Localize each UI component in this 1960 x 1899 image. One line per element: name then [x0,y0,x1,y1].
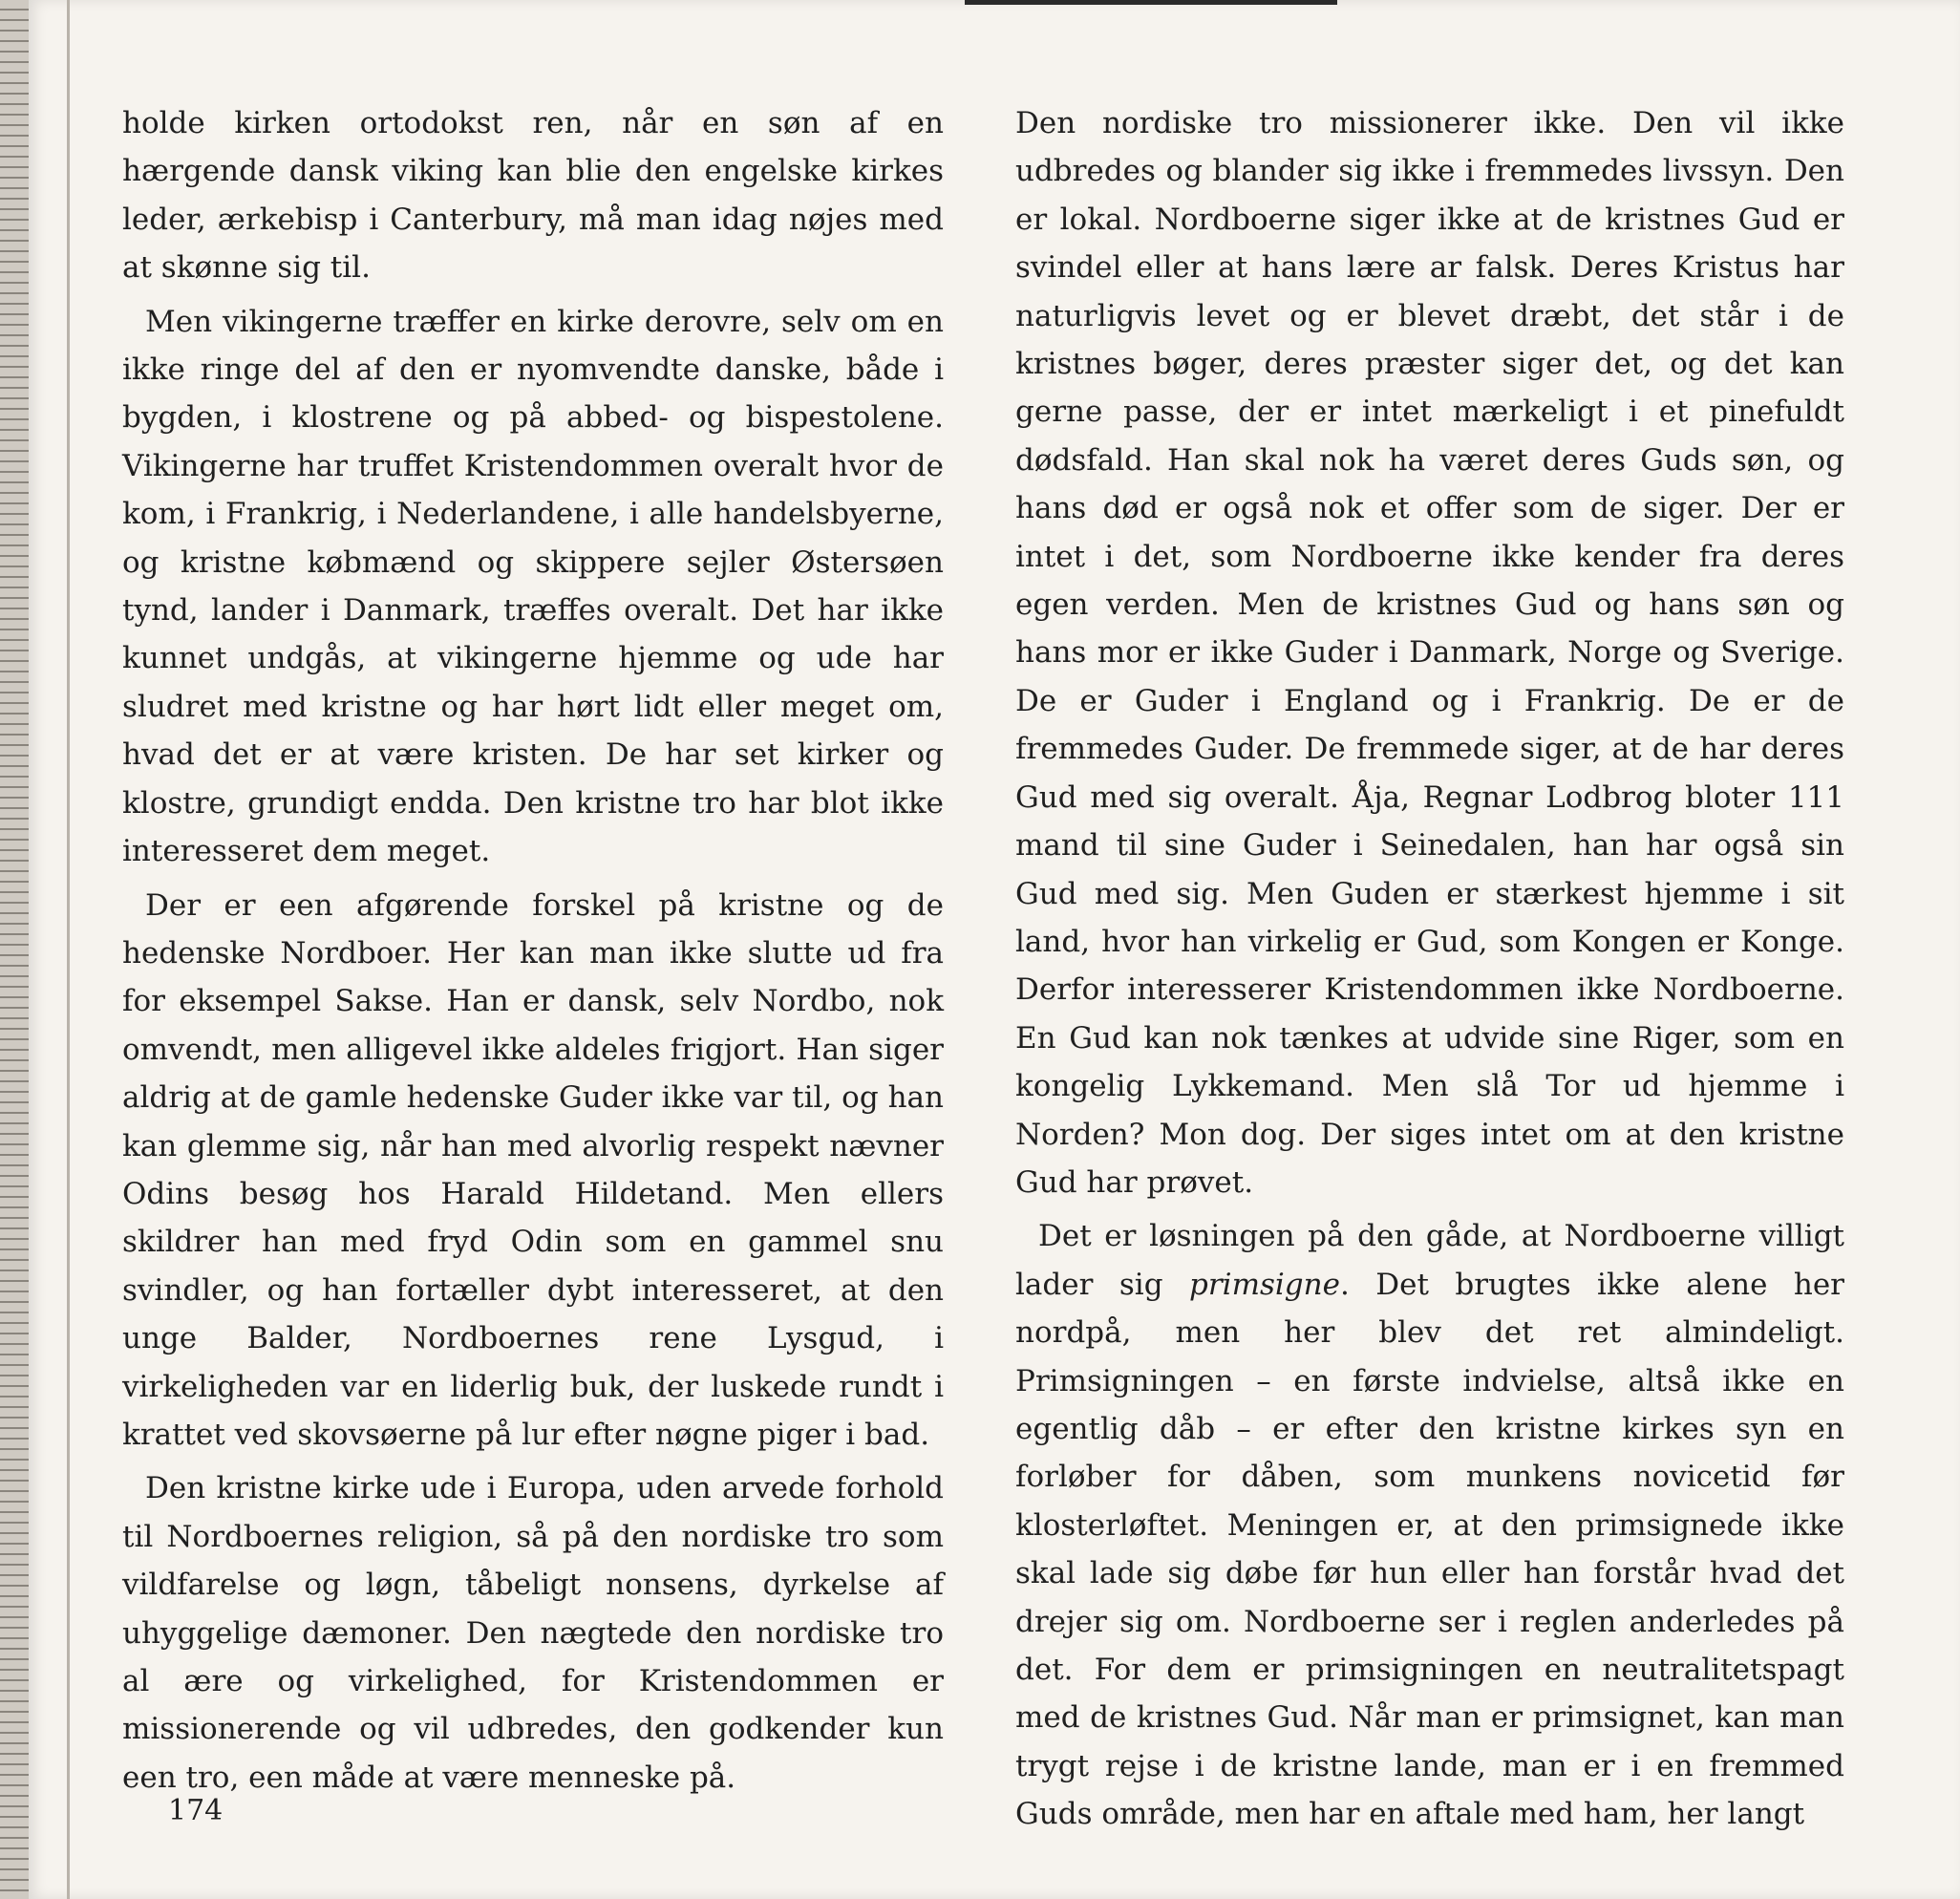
page-top-edge [965,0,1337,5]
book-binding [0,0,29,1899]
page-number: 174 [168,1794,224,1827]
book-page [29,0,1960,1899]
paragraph: Den kristne kirke ude i Europa, uden arvede forhold til Nordboernes religion, så på den nordiske tro som vildfarelse og løgn, tåbeligt nonsens, dyrkelse af uhyggelige dæmoner. Den nægtede den nordiske tro al ære og virkelighed, for Kristendommen er missionerende og vil udbredes, den godkender kun een tro, een måde at være menneske på. [122,1471,944,1795]
right-text-column [1015,99,1844,1845]
paragraph: Den nordiske tro missionerer ikke. Den vil ikke udbredes og blander sig ikke i fremmedes livssyn. Den er lokal. Nordboerne siger ikke at de kristnes Gud er svindel eller at hans lære ar falsk. Deres Kristus har naturligvis levet og er blevet dræbt, det står i de kristnes bøger, deres præster siger det, og det kan gerne passe, der er intet mærkeligt i et pinefuldt dødsfald. Han skal nok ha været deres Guds søn, og hans død er også nok et offer som de siger. Der er intet i det, som Nordboerne ikke kender fra deres egen verden. Men de kristnes Gud og hans søn og hans mor er ikke Guder i Danmark, Norge og Sverige. De er Guder i England og i Frankrig. De er de fremmedes Guder. De fremmede siger, at de har deres Gud med sig overalt. Åja, Regnar Lodbrog bloter 111 mand til sine Guder i Seinedalen, han har også sin Gud med sig. Men Guden er stærkest hjemme i sit land, hvor han virkelig er Gud, som Kongen er Konge. Derfor interesserer Kristendommen ikke Nordboerne. En Gud kan nok tænkes at udvide sine Riger, som en kongelig Lykkemand. Men slå Tor ud hjemme i Norden? Mon dog. Der siges intet om at den kristne Gud har prøvet. [1015,106,1844,1200]
paragraph [1015,1212,1844,1838]
paragraph: Der er een afgørende forskel på kristne og de hedenske Nordboer. Her kan man ikke slutte ud fra for eksempel Sakse. Han er dansk, selv Nordbo, nok omvendt, men alligevel ikke aldeles frigjort. Han siger aldrig at de gamle hedenske Guder ikke var til, og han kan glemme sig, når han med alvorlig respekt nævner Odins besøg hos Harald Hildetand. Men ellers skildrer han med fryd Odin som en gammel snu svindler, og han fortæller dybt interesseret, at den unge Balder, Nordboernes rene Lysgud, i virkeligheden var en liderlig buk, der luskede rundt i krattet ved skovsøerne på lur efter nøgne piger i bad. [122,887,944,1452]
paragraph-text: . Det brugtes ikke alene her nordpå, men her blev det ret almindeligt. Primsigningen – en første indvielse, altså ikke en egentlig dåb – er efter den kristne kirkes syn en forløber for dåben, som munkens novicetid før klosterløftet. Meningen er, at den primsignede ikke skal lade sig døbe før hun eller han forstår hvad det drejer sig om. Nordboerne ser i reglen anderledes på det. For dem er primsigningen en neutralitetspagt med de kristnes Gud. Når man er primsignet, kan man trygt rejse i de kristne lande, man er i en fremmed Guds område, men har en aftale med ham, her langt [1015,1267,1845,1832]
gutter-line [67,0,70,1899]
paragraph: holde kirken ortodokst ren, når en søn af en hærgende dansk viking kan blie den engelske kirkes leder, ærkebisp i Canterbury, må man idag nøjes med at skønne sig til. [122,106,944,286]
left-text-column [122,99,944,1807]
paragraph-text: Det er løsningen på den gåde, at Nordboerne villigt lader sig [1015,1219,1844,1302]
italic-term: primsigne [1189,1267,1340,1302]
paragraph: Men vikingerne træffer en kirke derovre, selv om en ikke ringe del af den er nyomvendte danske, både i bygden, i klostrene og på abbed- og bispestolene. Vikingerne har truffet Kristendommen overalt hvor de kom, i Frankrig, i Nederlandene, i alle handelsbyerne, og kristne købmænd og skippere sejler Østersøen tynd, lander i Danmark, træffes overalt. Det har ikke kunnet undgås, at vikingerne hjemme og ude har sludret med kristne og har hørt lidt eller meget om, hvad det er at være kristen. De har set kirker og klostre, grundigt endda. Den kristne tro har blot ikke interesseret dem meget. [122,304,944,869]
